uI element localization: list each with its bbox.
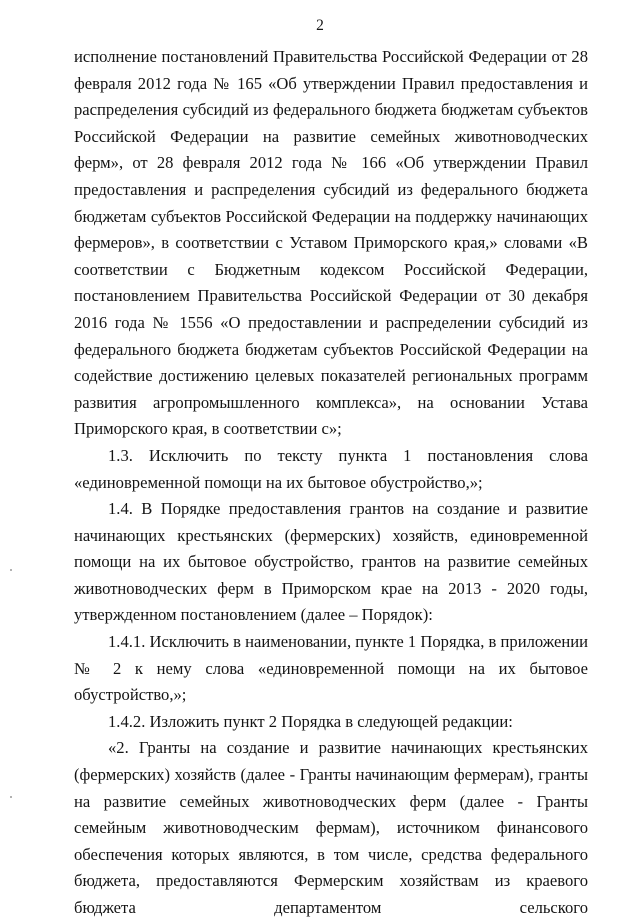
paragraph-1-4: 1.4. В Порядке предоставления грантов на создание и развитие начинающих крестьянских (фермерских) хозяйств, единовременной помощи на их бытовое обустройство, грантов на развитие семейных животноводческих ферм в Приморском крае на 2013 - 2020 годы, утвержденном постановлением (далее – Порядок): <box>74 499 588 625</box>
scan-speck <box>10 796 12 798</box>
scan-speck <box>10 569 12 571</box>
paragraph-1-4-2: 1.4.2. Изложить пункт 2 Порядка в следующей редакции: <box>108 711 513 731</box>
paragraph-1-3: 1.3. Исключить по тексту пункта 1 постановления слова «единовременной помощи на их бытовое обустройство,»; <box>74 445 588 492</box>
paragraph-1-4-1: 1.4.1. Исключить в наименовании, пункте 1 Порядка, в приложении № 2 к нему слова «единовременной помощи на их бытовое обустройство,»; <box>74 632 588 705</box>
page-number: 2 <box>316 17 324 34</box>
document-body <box>74 44 588 922</box>
paragraph-continuation: исполнение постановлений Правительства Российской Федерации от 28 февраля 2012 года № 165 «Об утверждении Правил предоставления и распределения субсидий из федерального бюджета бюджетам субъектов Российской Федерации на развитие семейных животноводческих ферм», от 28 февраля 2012 года № 166 «Об утверждении Правил предоставления и распределения субсидий из федерального бюджета бюджетам субъектов Российской Федерации на поддержку начинающих фермеров», в соответствии с Уставом Приморского края,» словами «В соответствии с Бюджетным кодексом Российской Федерации, постановлением Правительства Российской Федерации от 30 декабря 2016 года № 1556 «О предоставлении и распределении субсидий из федерального бюджета бюджетам субъектов Российской Федерации на содействие достижению целевых показателей региональных программ развития агропромышленного комплекса», на основании Устава Приморского края, в соответствии с»; <box>74 47 588 439</box>
paragraph-quoted-point-2: «2. Гранты на создание и развитие начинающих крестьянских (фермерских) хозяйств (далее - Гранты начинающим фермерам), гранты на развитие семейных животноводческих ферм (далее - Гранты семейным животноводческим фермам), источником финансового обеспечения которых являются, в том числе, средства федерального бюджета, предоставляются Фермерским хозяйствам из краевого бюджета департаментом сельского <box>74 738 588 917</box>
